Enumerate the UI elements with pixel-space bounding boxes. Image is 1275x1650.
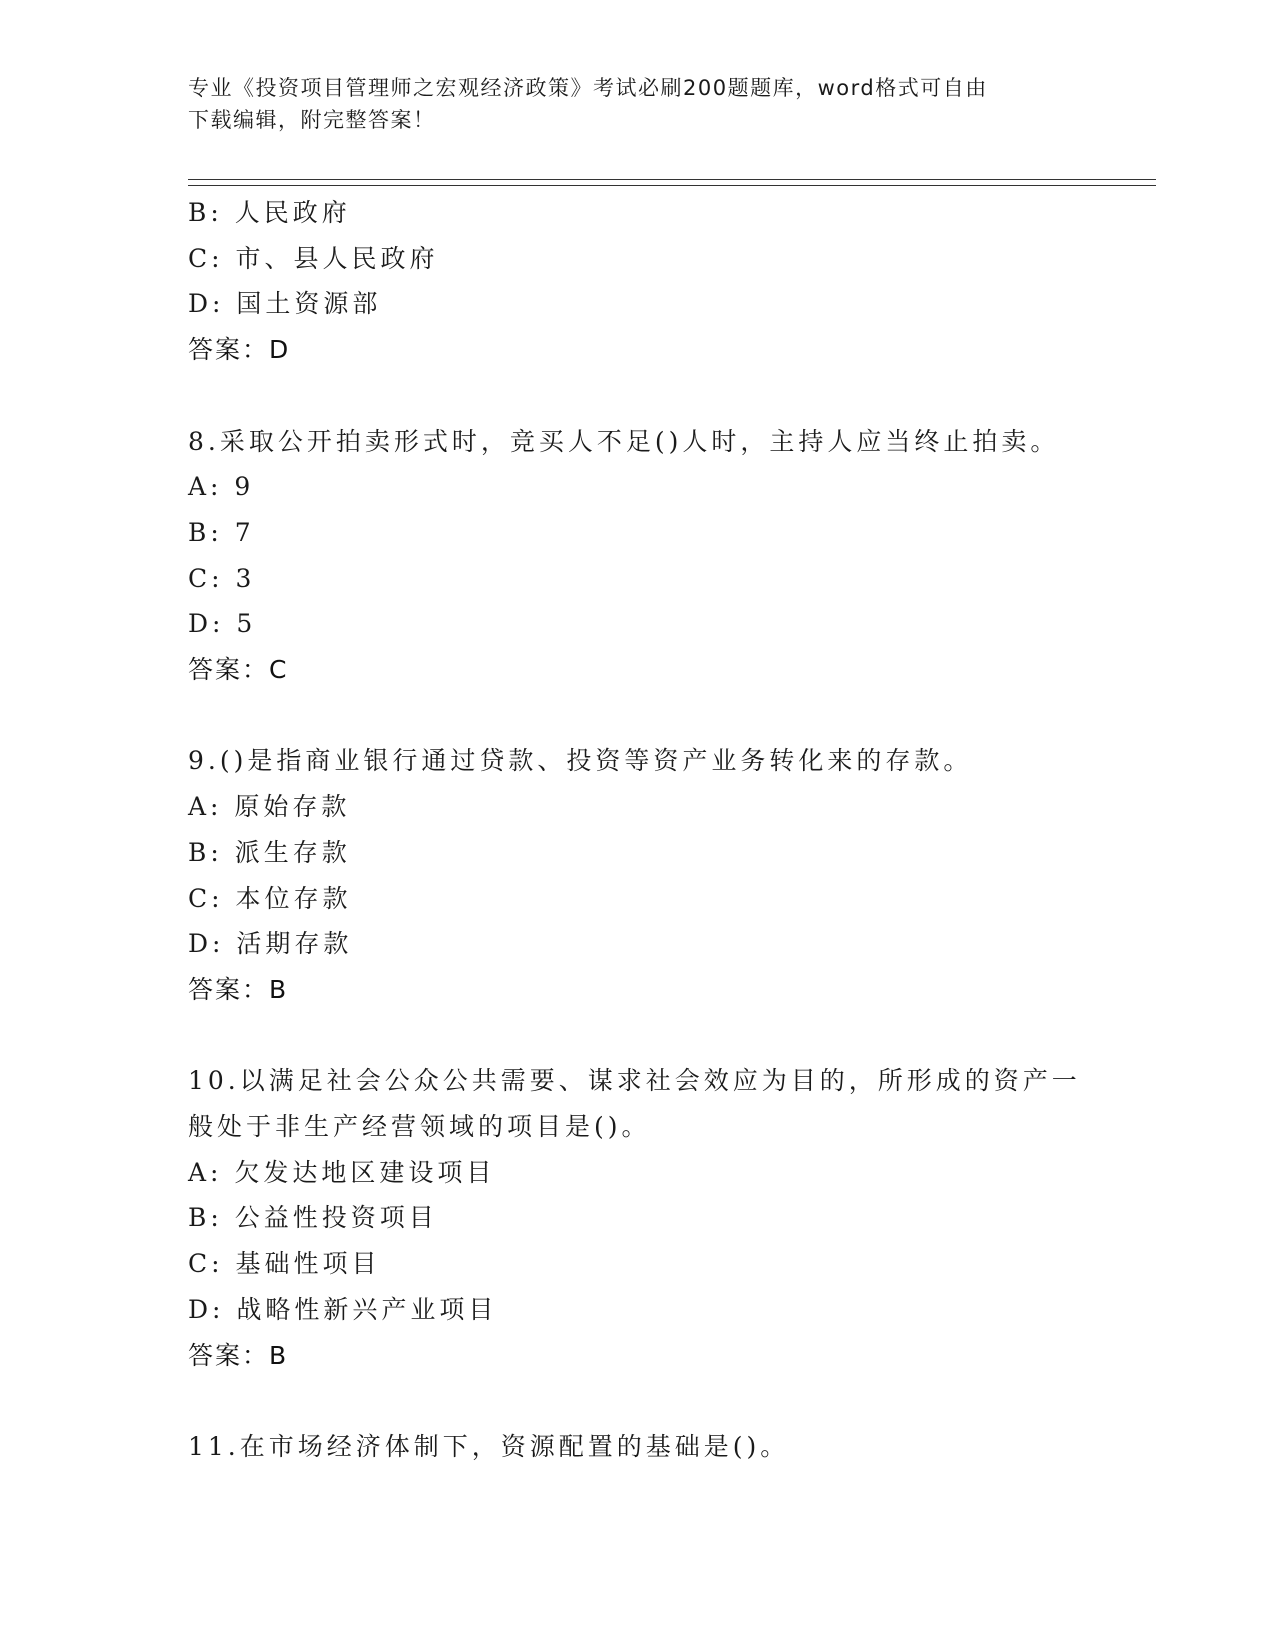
question-10 bbox=[188, 1058, 1148, 1378]
question-stem-line-1: 10.以满足社会公众公共需要、谋求社会效应为目的，所形成的资产一 bbox=[188, 1066, 1081, 1096]
header-divider-bottom bbox=[188, 185, 1156, 186]
option-b: B: 人民政府 bbox=[188, 198, 351, 227]
option-d: D: 国土资源部 bbox=[188, 289, 382, 319]
option-a: A: 原始存款 bbox=[188, 792, 351, 822]
option-a: A: 9 bbox=[188, 472, 255, 502]
question-11 bbox=[188, 1424, 1148, 1470]
question-list bbox=[188, 190, 1148, 1470]
option-c: C: 本位存款 bbox=[188, 883, 352, 913]
option-d: D: 战略性新兴产业项目 bbox=[188, 1294, 498, 1324]
option-d: D: 5 bbox=[188, 609, 257, 639]
spacer bbox=[188, 373, 1148, 419]
answer: 答案：C bbox=[188, 655, 289, 685]
question-stem: 11.在市场经济体制下，资源配置的基础是()。 bbox=[188, 1431, 790, 1461]
answer: 答案：D bbox=[188, 335, 291, 365]
question-stem: 9.()是指商业银行通过贷款、投资等资产业务转化来的存款。 bbox=[188, 746, 973, 776]
option-c: C: 基础性项目 bbox=[188, 1249, 381, 1279]
option-b: B: 公益性投资项目 bbox=[188, 1203, 438, 1233]
spacer bbox=[188, 693, 1148, 739]
document-header bbox=[188, 72, 1088, 136]
option-d: D: 活期存款 bbox=[188, 929, 353, 959]
question-stem: 8.采取公开拍卖形式时，竞买人不足()人时，主持人应当终止拍卖。 bbox=[188, 426, 1060, 456]
header-divider-top bbox=[188, 179, 1156, 180]
option-c: C: 3 bbox=[188, 563, 256, 593]
option-c: C: 市、县人民政府 bbox=[188, 243, 439, 273]
spacer bbox=[188, 1013, 1148, 1059]
question-7-continued bbox=[188, 190, 1148, 373]
option-b: B: 7 bbox=[188, 517, 255, 547]
answer: 答案：B bbox=[188, 1340, 289, 1370]
option-a: A: 欠发达地区建设项目 bbox=[188, 1157, 496, 1187]
header-line-1: 专业《投资项目管理师之宏观经济政策》考试必刷200题题库，word格式可自由 bbox=[188, 76, 988, 100]
answer: 答案：B bbox=[188, 974, 289, 1004]
question-8 bbox=[188, 419, 1148, 693]
question-stem-line-2: 般处于非生产经营领域的项目是()。 bbox=[188, 1112, 651, 1142]
question-9 bbox=[188, 738, 1148, 1012]
option-b: B: 派生存款 bbox=[188, 837, 351, 867]
spacer bbox=[188, 1378, 1148, 1424]
header-line-2: 下载编辑，附完整答案！ bbox=[188, 108, 436, 132]
